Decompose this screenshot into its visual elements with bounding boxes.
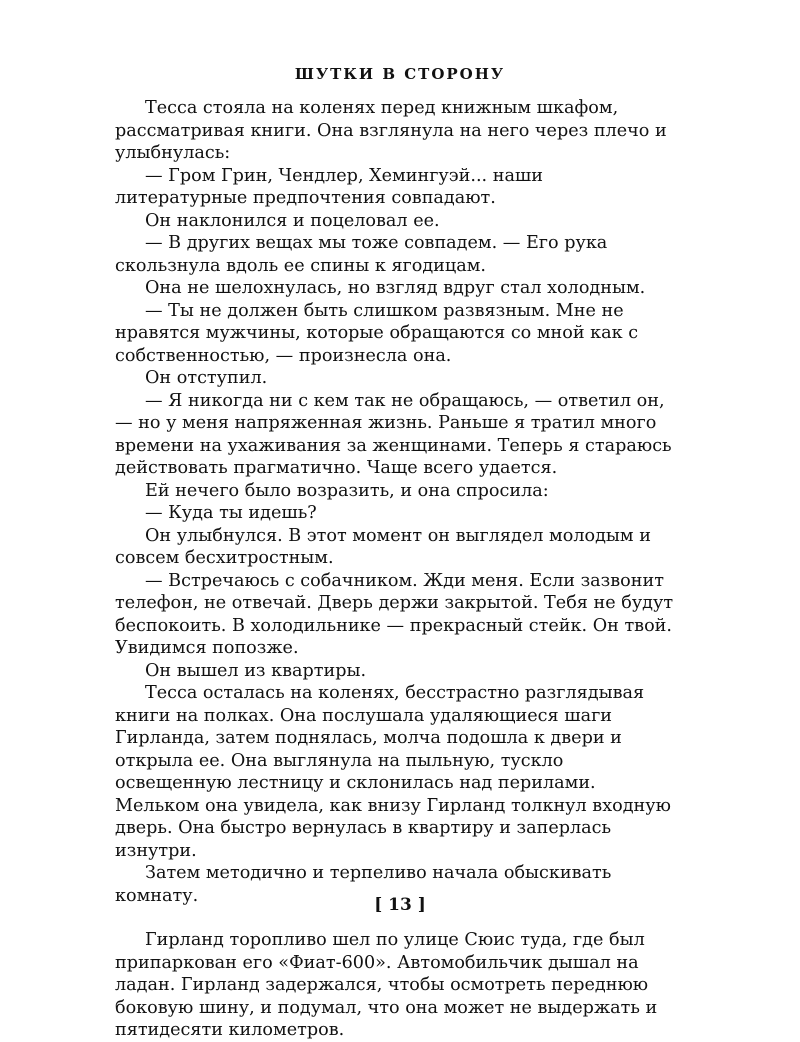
paragraph: Она не шелохнулась, но взгляд вдруг стал холодным. [145, 278, 646, 298]
paragraph: — Встречаюсь с собачником. Жди меня. Если зазвонит телефон, не отвечай. Дверь держи закрытой. Тебя не будут беспокоить. В холодильнике — прекрасный стейк. Он твой. Увидимся попозже. [115, 570, 674, 658]
paragraph: Ей нечего было возразить, и она спросила: [145, 480, 549, 501]
paragraph: Затем методично и терпеливо начала обыскивать комнату. [115, 863, 612, 906]
paragraph: Тесса осталась на коленях, бесстрастно разглядывая книги на полках. Она послушала удаляющиеся шаги Гирланда, затем поднялась, молча подошла к двери и открыла ее. Она выглянула на пыльную, тускло освещенную лестницу и склонилась над перилами. Мельком она увидела, как внизу Гирланд толкнул входную дверь. Она быстро вернулась в квартиру и заперлась изнутри. [115, 683, 671, 861]
paragraph: Гирланд торопливо шел по улице Сюис туда, где был припаркован его «Фиат-600». Автомобильчик дышал на ладан. Гирланд задержался, чтобы осмотреть переднюю боковую шину, и подумал, что она может не выдержать и пятидесяти километров. [115, 930, 658, 1040]
paragraph: — Гром Грин, Чендлер, Хемингуэй... наши литературные предпочтения совпадают. [115, 165, 544, 208]
paragraph: Он вышел из квартиры. [145, 660, 367, 681]
paragraph: — В других вещах мы тоже совпадем. — Его рука скользнула вдоль ее спины к ягодицам. [115, 233, 608, 276]
paragraph: — Ты не должен быть слишком развязным. Мне не нравятся мужчины, которые обращаются со мной как с собственностью, — произнесла она. [115, 300, 639, 366]
paragraph: Он отступил. [145, 368, 268, 388]
page-number: [ 13 ] [374, 895, 426, 915]
paragraph: Он наклонился и поцеловал ее. [145, 210, 440, 231]
paragraph: Он улыбнулся. В этот момент он выглядел молодым и совсем бесхитростным. [115, 525, 651, 568]
paragraph: — Куда ты идешь? [145, 503, 317, 523]
paragraph: Тесса стояла на коленях перед книжным шкафом, рассматривая книги. Она взглянула на него через плечо и улыбнулась: [115, 98, 667, 163]
running-head: ШУТКИ В СТОРОНУ [294, 65, 506, 83]
paragraph: — Я никогда ни с кем так не обращаюсь, — ответил он, — но у меня напряженная жизнь. Раньше я тратил много времени на ухаживания за женщинами. Теперь я стараюсь действовать прагматично. Чаще всего удается. [115, 390, 672, 478]
